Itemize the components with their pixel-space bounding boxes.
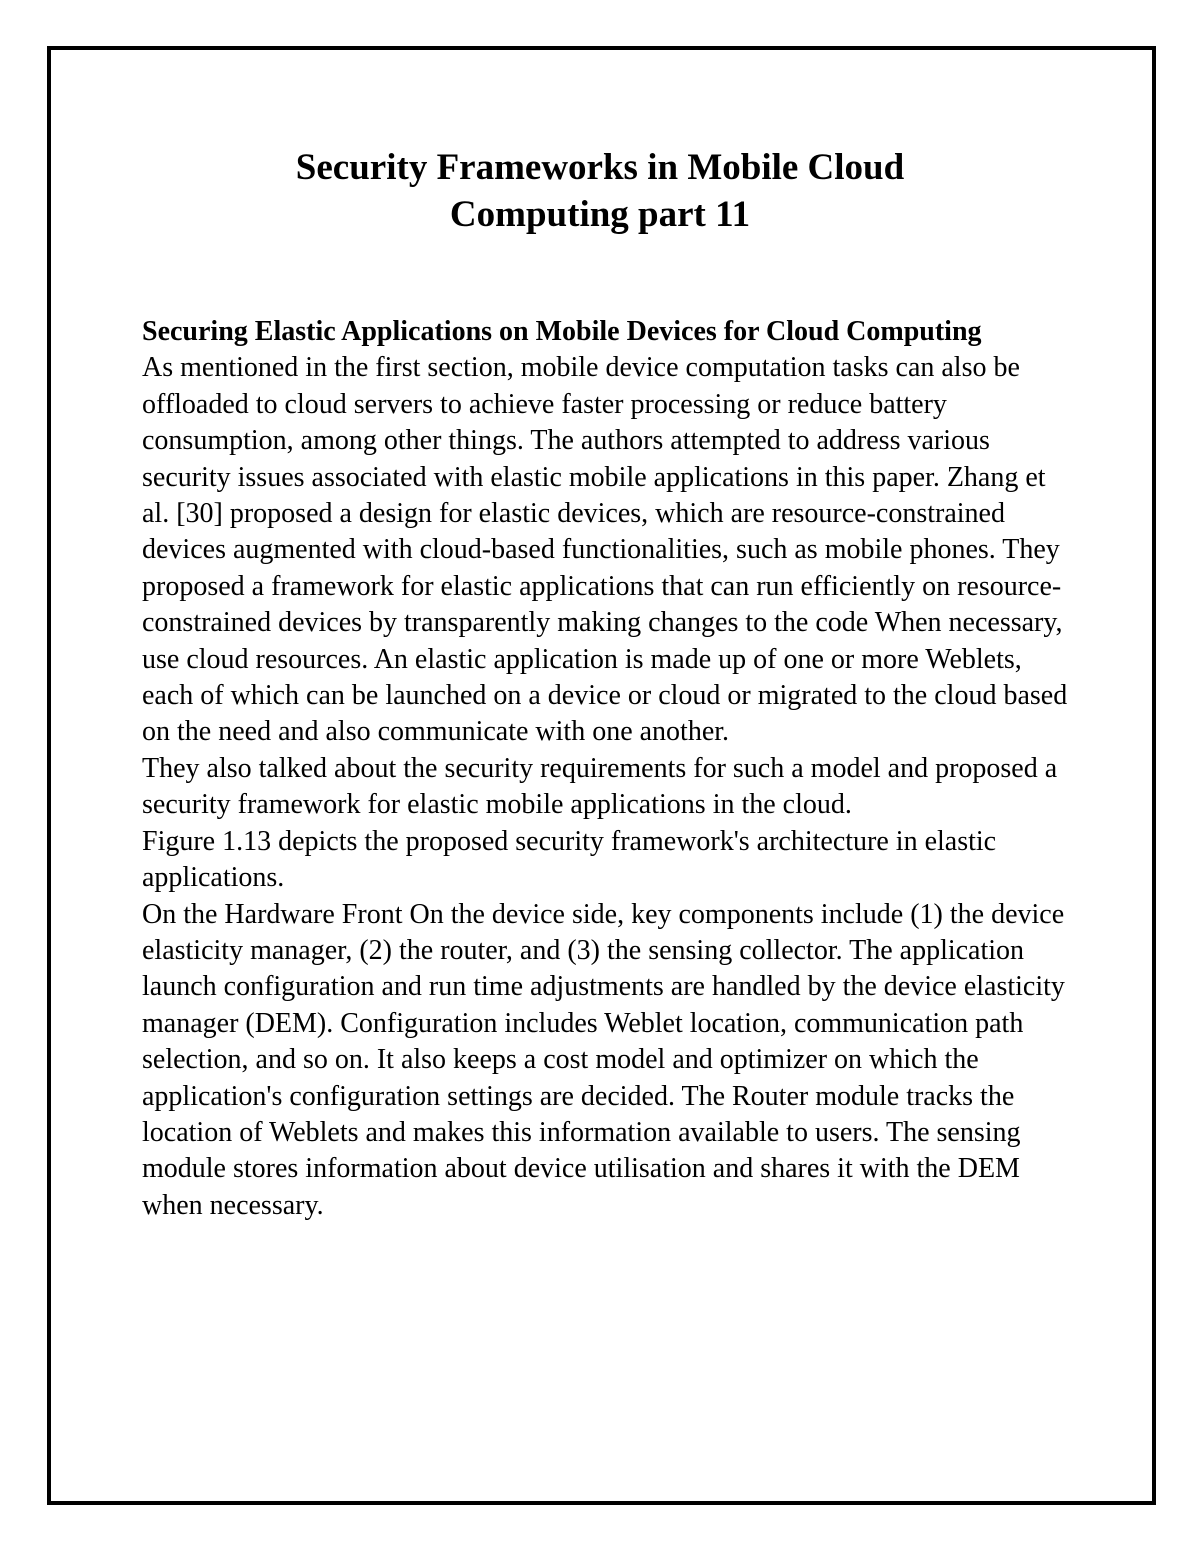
section-heading: Securing Elastic Applications on Mobile Devices for Cloud Computing [142,316,982,347]
paragraph-2: They also talked about the security requirements for such a model and proposed a security framework for elastic mobile applications in the cloud. [142,752,1058,821]
paragraph-1: As mentioned in the first section, mobile device computation tasks can also be offloaded to cloud servers to achieve faster processing or reduce battery consumption, among other things. The authors attempted to address various security issues associated with elastic mobile applications in this paper. Zhang et al. [30] proposed a design for elastic devices, which are resource-constrained devices augmented with cloud-based functionalities, such as mobile phones. They proposed a framework for elastic applications that can run efficiently on resource-constrained devices by transparently making changes to the code When necessary, use cloud resources. An elastic application is made up of one or more Weblets, each of which can be launched on a device or cloud or migrated to the cloud based on the need and also communicate with one another. [142,352,1068,748]
title-line-2: Computing part 11 [449,194,751,235]
paragraph-3: Figure 1.13 depicts the proposed security framework's architecture in elastic applications. [142,825,997,894]
title-line-1: Security Frameworks in Mobile Cloud [295,147,905,188]
page-title [0,144,1200,238]
paragraph-4: On the Hardware Front On the device side, key components include (1) the device elasticity manager, (2) the router, and (3) the sensing collector. The application launch configuration and run time adjustments are handled by the device elasticity manager (DEM). Configuration includes Weblet location, communication path selection, and so on. It also keeps a cost model and optimizer on which the application's configuration settings are decided. The Router module tracks the location of Weblets and makes this information available to users. The sensing module stores information about device utilisation and shares it with the DEM when necessary. [142,898,1065,1221]
article-body [142,314,1072,1224]
